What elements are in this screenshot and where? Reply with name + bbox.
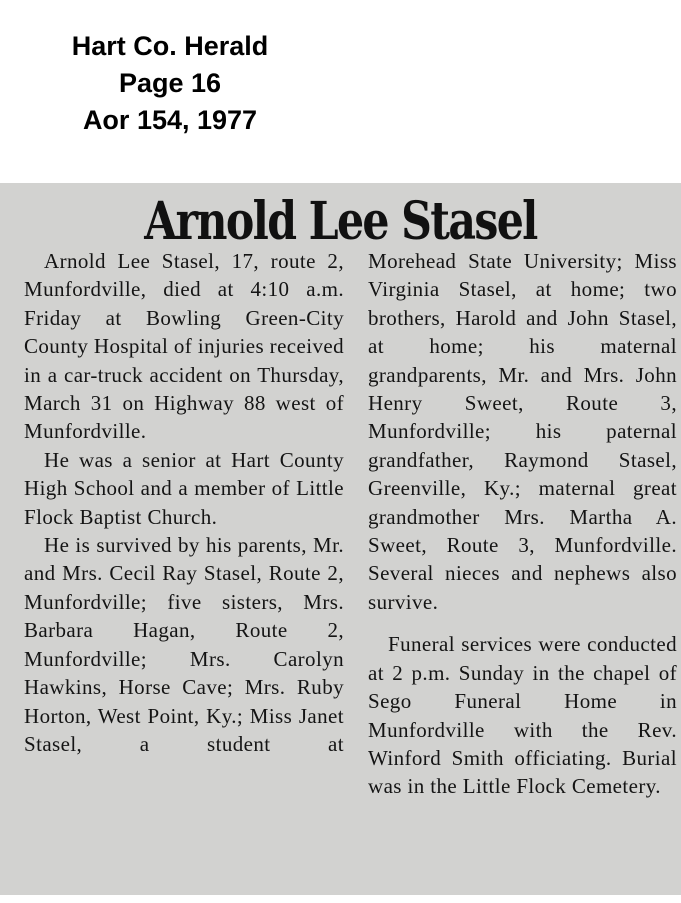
right-column: [368, 247, 677, 801]
caption-date: Aor 154, 1977: [82, 105, 258, 135]
paragraph-survivors-continued: Morehead State University; Miss Virginia Stasel, at home; two brothers, Harold and John Stasel, at home; his maternal grandparents, Mr. and Mrs. John Henry Sweet, Route 3, Munfordville; his paternal grandfather, Raymond Stasel, Greenville, Ky.; maternal great grandmother Mrs. Martha A. Sweet, Route 3, Munfordville. Several nieces and nephews also survive.: [368, 249, 677, 614]
source-caption: [40, 28, 300, 139]
newspaper-clipping: [0, 183, 681, 895]
caption-newspaper: Hart Co. Herald: [71, 31, 269, 61]
paragraph-gap: [368, 616, 677, 630]
caption-page: Page 16: [118, 68, 222, 98]
paragraph-survivors: He is survived by his parents, Mr. and Mrs. Cecil Ray Stasel, Route 2, Munfordville; five sisters, Mrs. Barbara Hagan, Route 2, Munfordville; Mrs. Carolyn Hawkins, Horse Cave; Mrs. Ruby Horton, West Point, Ky.; Miss Janet Stasel, a student at: [24, 533, 344, 756]
obituary-headline: Arnold Lee Stasel: [144, 191, 537, 252]
paragraph-funeral: Funeral services were conducted at 2 p.m. Sunday in the chapel of Sego Funeral Home in Munfordville with the Rev. Winford Smith officiating. Burial was in the Little Flock Cemetery.: [368, 632, 677, 799]
paragraph-school: He was a senior at Hart County High School and a member of Little Flock Baptist Church.: [24, 447, 344, 529]
paragraph-death-notice: Arnold Lee Stasel, 17, route 2, Munfordville, died at 4:10 a.m. Friday at Bowling Green-City County Hospital of injuries received in a car-truck accident on Thursday, March 31 on Highway 88 west of Munfordville.: [24, 249, 344, 444]
left-column: [24, 247, 344, 758]
